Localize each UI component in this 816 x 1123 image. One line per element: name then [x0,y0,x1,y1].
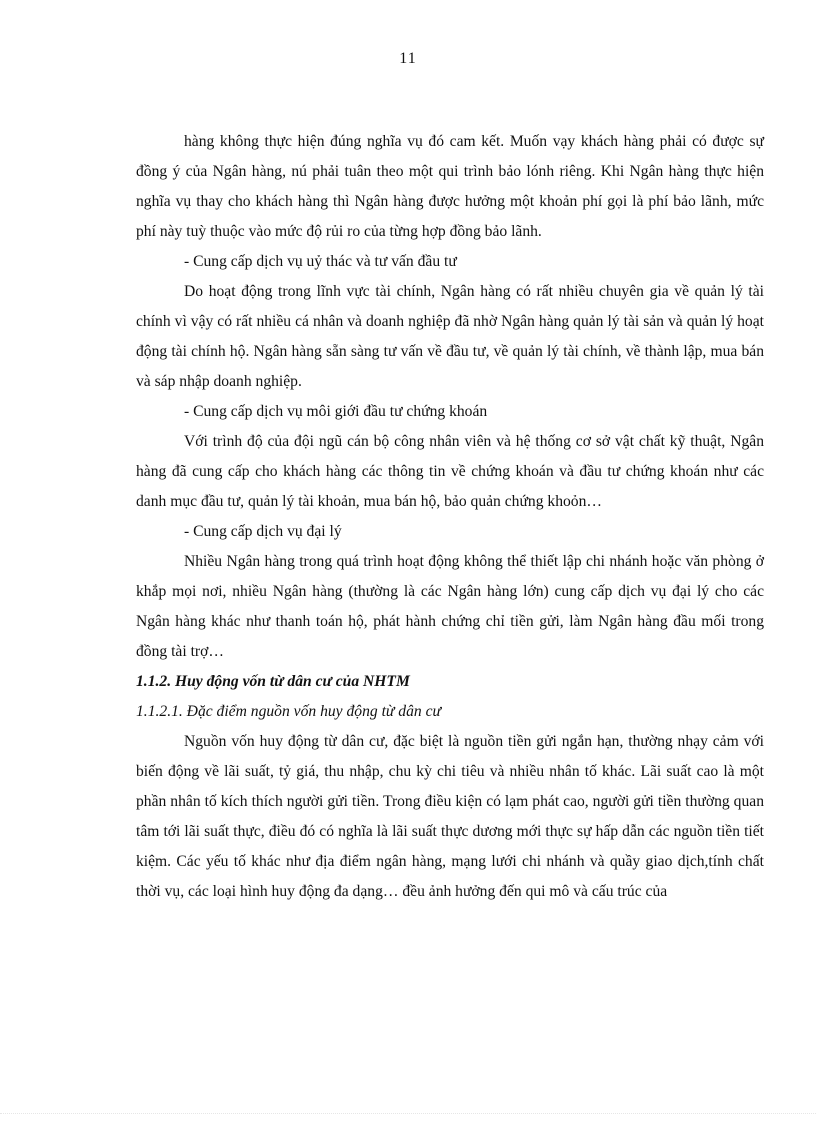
page-bottom-divider [0,1113,816,1114]
subsection-heading: 1.1.2.1. Đặc điểm nguồn vốn huy động từ dân cư [136,703,442,720]
paragraph-trust-advisory: Do hoạt động trong lĩnh vực tài chính, Ngân hàng có rất nhiều chuyên gia về quản lý tài chính vì vậy có rất nhiều cá nhân và doanh nghiệp đã nhờ Ngân hàng quản lý tài sản và quản lý hoạt động tài chính hộ. Ngân hàng sẵn sàng tư vấn về đầu tư, về quản lý tài chính, về thành lập, mua bán và sáp nhập doanh nghiệp. [136,283,764,390]
document-body [136,127,764,907]
list-item-brokerage: - Cung cấp dịch vụ môi giới đầu tư chứng khoán [184,403,488,420]
paragraph-deposit-features: Nguồn vốn huy động từ dân cư, đặc biệt là nguồn tiền gửi ngắn hạn, thường nhạy cảm với biến động về lãi suất, tỷ giá, thu nhập, chu kỳ chi tiêu và nhiều nhân tố khác. Lãi suất cao là một phần nhân tố kích thích người gửi tiền. Trong điều kiện có lạm phát cao, người gửi tiền thường quan tâm tới lãi suất thực, điều đó có nghĩa là lãi suất thực dương mới thực sự hấp dẫn các nguồn tiền tiết kiệm. Các yếu tố khác như địa điểm ngân hàng, mạng lưới chi nhánh và quầy giao dịch,tính chất thời vụ, các loại hình huy động đa dạng… đều ảnh hưởng đến qui mô và cấu trúc của [136,733,764,900]
paragraph-agency: Nhiều Ngân hàng trong quá trình hoạt động không thể thiết lập chi nhánh hoặc văn phòng ở khắp mọi nơi, nhiều Ngân hàng (thường là các Ngân hàng lớn) cung cấp dịch vụ đại lý cho các Ngân hàng khác như thanh toán hộ, phát hành chứng chỉ tiền gửi, làm Ngân hàng đầu mối trong đồng tài trợ… [136,553,764,660]
page-number: 11 [399,50,417,67]
list-item-trust-advisory: - Cung cấp dịch vụ uỷ thác và tư vấn đầu tư [184,253,457,270]
section-heading: 1.1.2. Huy động vốn từ dân cư của NHTM [136,673,410,690]
list-item-agency: - Cung cấp dịch vụ đại lý [184,523,342,540]
paragraph-brokerage: Với trình độ của đội ngũ cán bộ công nhân viên và hệ thống cơ sở vật chất kỹ thuật, Ngân hàng đã cung cấp cho khách hàng các thông tin về chứng khoán và đầu tư chứng khoán như các danh mục đầu tư, quản lý tài khoản, mua bán hộ, bảo quản chứng khoỏn… [136,433,764,510]
paragraph-guarantee: hàng không thực hiện đúng nghĩa vụ đó cam kết. Muốn vạy khách hàng phải có được sự đồng ý của Ngân hàng, nú phải tuân theo một qui trình bảo lónh riêng. Khi Ngân hàng thực hiện nghĩa vụ thay cho khách hàng thì Ngân hàng được hưởng một khoản phí gọi là phí bảo lãnh, mức phí này tuỳ thuộc vào mức độ rủi ro của từng hợp đồng bảo lãnh. [136,133,764,240]
